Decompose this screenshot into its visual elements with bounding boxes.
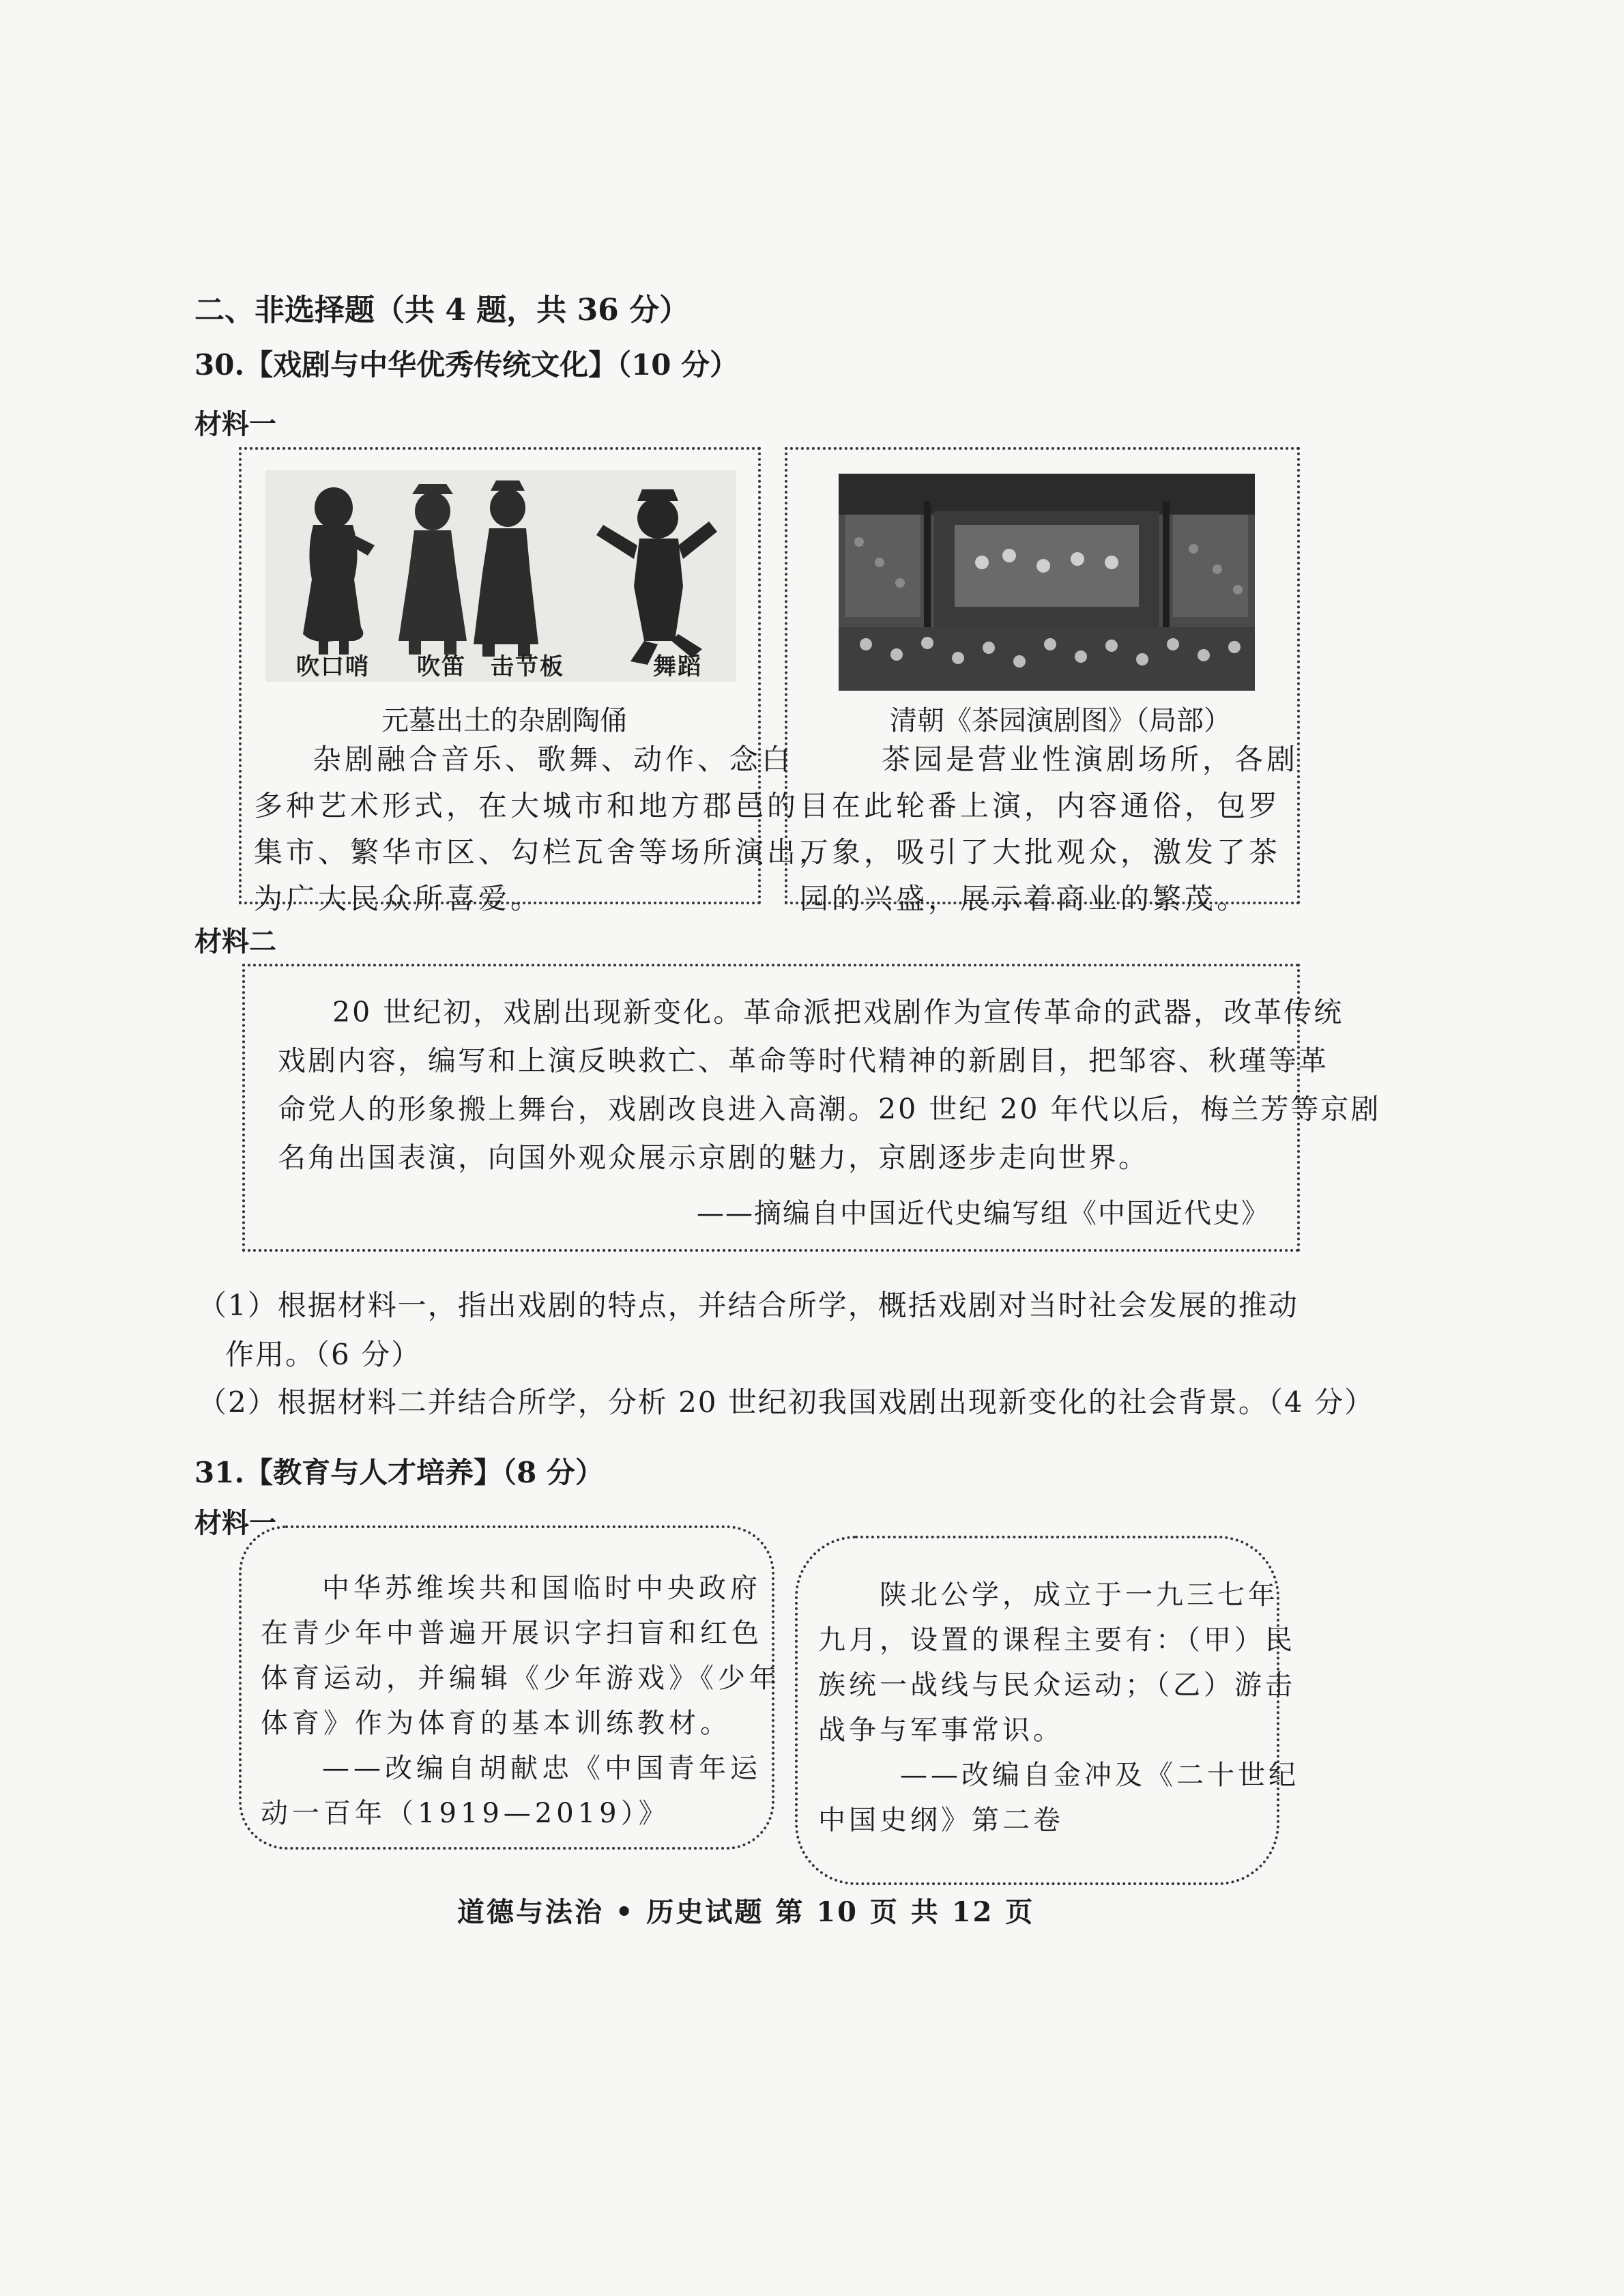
q31-right-text — [818, 1573, 1299, 1843]
q31-right-source-line: 中国史纲》第二卷 — [818, 1805, 1064, 1836]
q30-left-line: 集市、繁华市区、勾栏瓦舍等场所演出， — [254, 835, 832, 869]
q31-right-line: 族统一战线与民众运动；（乙）游击 — [818, 1669, 1296, 1701]
q31-left-source-line: ——改编自胡献忠《中国青年运 — [322, 1753, 762, 1784]
q30-right-line: 茶园是营业性演剧场所，各剧 — [882, 743, 1299, 776]
q30-right-line: 万象，吸引了大批观众，激发了茶 — [800, 835, 1281, 869]
q30-m2-line: 20 世纪初，戏剧出现新变化。革命派把戏剧作为宣传革命的武器，改革传统 — [332, 996, 1344, 1029]
q30-question-1: （1）根据材料一，指出戏剧的特点，并结合所学，概括戏剧对当时社会发展的推动 — [198, 1289, 1299, 1322]
q30-title: 30.【戏剧与中华优秀传统文化】（10 分） — [194, 348, 739, 382]
q31-right-line: 九月，设置的课程主要有：（甲）民 — [818, 1624, 1296, 1656]
q30-material1-label: 材料一 — [194, 408, 276, 440]
q30-right-line: 目在此轮番上演，内容通俗，包罗 — [800, 789, 1281, 822]
q30-m2-line: 戏剧内容，编写和上演反映救亡、革命等时代精神的新剧目，把邹容、秋瑾等革 — [278, 1044, 1329, 1077]
q31-left-line: 中华苏维埃共和国临时中央政府 — [322, 1573, 762, 1604]
q30-left-line: 多种艺术形式，在大城市和地方郡邑的 — [254, 789, 800, 822]
figure-label-clapper: 击节板 — [491, 653, 564, 680]
q31-right-line: 战争与军事常识。 — [818, 1714, 1064, 1746]
q30-right-text — [800, 736, 1299, 922]
q31-right-line: 陕北公学，成立于一九三七年 — [880, 1579, 1279, 1611]
q30-left-text — [254, 736, 832, 922]
q31-title: 31.【教育与人才培养】（8 分） — [194, 1456, 604, 1489]
q31-material1-label: 材料一 — [194, 1507, 276, 1539]
q31-left-line: 体育运动，并编辑《少年游戏》《少年 — [261, 1663, 781, 1694]
pottery-figurines-photo — [265, 470, 736, 682]
page-footer: 道德与法治 • 历史试题 第 10 页 共 12 页 — [457, 1896, 1035, 1928]
q31-left-line: 体育》作为体育的基本训练教材。 — [261, 1708, 731, 1739]
tea-garden-painting — [839, 474, 1255, 691]
q30-left-caption: 元墓出土的杂剧陶俑 — [381, 705, 627, 736]
q30-question-2: （2）根据材料二并结合所学，分析 20 世纪初我国戏剧出现新变化的社会背景。（4 分） — [198, 1386, 1374, 1419]
figure-label-flute: 吹笛 — [417, 653, 466, 680]
q30-right-caption: 清朝《茶园演剧图》（局部） — [890, 705, 1231, 736]
section-heading: 二、非选择题（共 4 题，共 36 分） — [194, 293, 690, 328]
q31-left-text — [261, 1566, 781, 1836]
figure-label-whistle: 吹口哨 — [296, 653, 370, 680]
q30-material1-left-box — [239, 447, 832, 915]
q30-m2-line: 名角出国表演，向国外观众展示京剧的魅力，京剧逐步走向世界。 — [278, 1141, 1148, 1174]
q30-left-line: 为广大民众所喜爱。 — [254, 882, 543, 915]
q30-question-1-cont: 作用。（6 分） — [225, 1338, 422, 1371]
q30-material2-box — [242, 964, 1381, 1252]
q30-material2-source: ——摘编自中国近代史编写组《中国近代史》 — [697, 1198, 1270, 1229]
q31-material1-left-box — [239, 1525, 781, 1850]
q30-material1-right-box — [785, 447, 1300, 915]
q31-right-source-line: ——改编自金冲及《二十世纪 — [900, 1760, 1299, 1791]
q30-left-line: 杂剧融合音乐、歌舞、动作、念白 — [313, 743, 794, 776]
tea-garden-illustration — [839, 474, 1255, 691]
q31-left-source-line: 动一百年（1919—2019）》 — [261, 1798, 670, 1829]
q31-left-line: 在青少年中普遍开展识字扫盲和红色 — [261, 1618, 763, 1649]
q30-material2-text — [278, 988, 1381, 1182]
q30-right-line: 园的兴盛，展示着商业的繁茂。 — [800, 882, 1249, 915]
q30-m2-line: 命党人的形象搬上舞台，戏剧改良进入高潮。20 世纪 20 年代以后，梅兰芳等京剧 — [278, 1093, 1381, 1125]
q30-material2-label: 材料二 — [194, 925, 276, 958]
figure-label-dance: 舞蹈 — [653, 653, 702, 680]
q31-material1-right-box — [795, 1536, 1299, 1885]
